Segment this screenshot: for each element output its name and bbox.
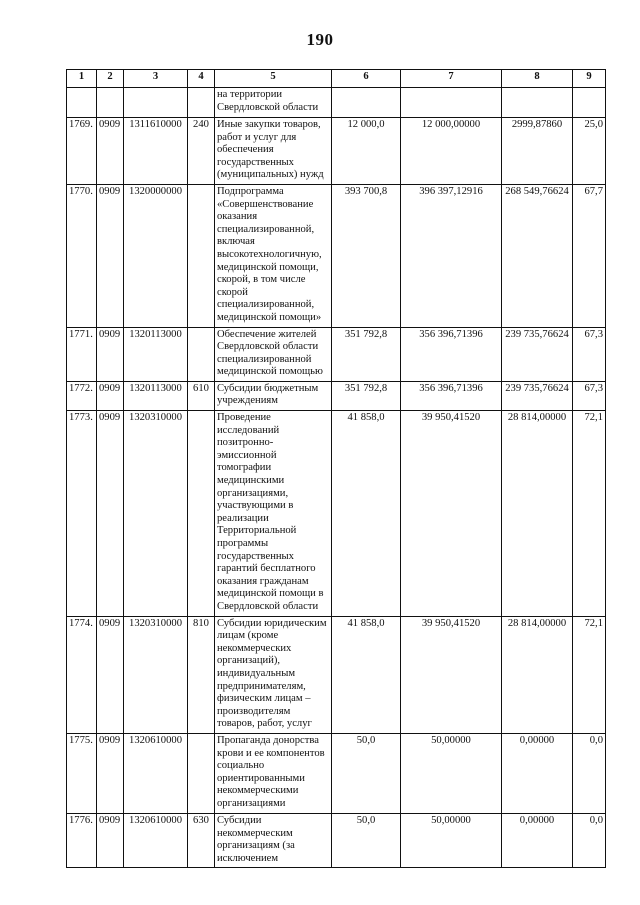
item-name: Подпрограмма «Совершенствование оказания специализированной, включая высокотехнологичную, медицинской помощи, скорой, в том числе скорой специализированной, медицинской помощи»	[215, 184, 332, 327]
planned-amount: 41 858,0	[332, 616, 401, 733]
budget-table	[66, 69, 606, 868]
item-name: Субсидии бюджетным учреждениям	[215, 381, 332, 410]
refined-amount: 12 000,00000	[401, 118, 502, 185]
refined-amount: 356 396,71396	[401, 381, 502, 410]
expense-type-code	[188, 184, 215, 327]
execution-percent: 72,1	[573, 616, 606, 733]
planned-amount: 50,0	[332, 733, 401, 813]
execution-percent: 67,7	[573, 184, 606, 327]
expense-type-code: 610	[188, 381, 215, 410]
item-name: Пропаганда донорства крови и ее компонентов социально ориентированными некоммерческими организациями	[215, 733, 332, 813]
target-article-code: 1320610000	[124, 813, 188, 867]
section-code	[97, 88, 124, 118]
expense-type-code	[188, 733, 215, 813]
target-article-code: 1320310000	[124, 616, 188, 733]
section-code: 0909	[97, 381, 124, 410]
item-name: Субсидии некоммерческим организациям (за исключением	[215, 813, 332, 867]
table-row	[67, 381, 606, 410]
refined-amount	[401, 88, 502, 118]
planned-amount: 393 700,8	[332, 184, 401, 327]
planned-amount: 41 858,0	[332, 411, 401, 617]
refined-amount: 39 950,41520	[401, 411, 502, 617]
item-name: Обеспечение жителей Свердловской области специализированной медицинской помощью	[215, 327, 332, 381]
expense-type-code	[188, 411, 215, 617]
planned-amount: 351 792,8	[332, 327, 401, 381]
section-code: 0909	[97, 118, 124, 185]
column-header: 6	[332, 70, 401, 88]
target-article-code: 1320610000	[124, 733, 188, 813]
row-number: 1770.	[67, 184, 97, 327]
section-code: 0909	[97, 616, 124, 733]
execution-percent: 67,3	[573, 327, 606, 381]
row-number: 1776.	[67, 813, 97, 867]
section-code: 0909	[97, 733, 124, 813]
executed-amount: 28 814,00000	[502, 411, 573, 617]
target-article-code: 1311610000	[124, 118, 188, 185]
execution-percent: 72,1	[573, 411, 606, 617]
planned-amount: 351 792,8	[332, 381, 401, 410]
target-article-code: 1320000000	[124, 184, 188, 327]
execution-percent: 0,0	[573, 813, 606, 867]
item-name: Проведение исследований позитронно-эмиссионной томографии медицинскими организациями, участвующими в реализации Территориальной программы государственных гарантий бесплатного оказания гражданам медицинской помощи в Свердловской области	[215, 411, 332, 617]
expense-type-code: 240	[188, 118, 215, 185]
executed-amount: 239 735,76624	[502, 327, 573, 381]
row-number: 1773.	[67, 411, 97, 617]
expense-type-code	[188, 88, 215, 118]
refined-amount: 396 397,12916	[401, 184, 502, 327]
table-row	[67, 411, 606, 617]
page-number: 190	[306, 30, 334, 49]
table-body	[67, 88, 606, 868]
column-header: 7	[401, 70, 502, 88]
item-name: Субсидии юридическим лицам (кроме некоммерческих организаций), индивидуальным предпринимателям, физическим лицам – производителям товаров, работ, услуг	[215, 616, 332, 733]
refined-amount: 50,00000	[401, 813, 502, 867]
table-row	[67, 327, 606, 381]
executed-amount: 0,00000	[502, 733, 573, 813]
table-row	[67, 184, 606, 327]
execution-percent: 25,0	[573, 118, 606, 185]
table-row	[67, 118, 606, 185]
column-header: 1	[67, 70, 97, 88]
table-row	[67, 813, 606, 867]
column-header: 5	[215, 70, 332, 88]
column-header: 9	[573, 70, 606, 88]
execution-percent: 0,0	[573, 733, 606, 813]
table-row	[67, 616, 606, 733]
column-header: 3	[124, 70, 188, 88]
item-name: на территории Свердловской области	[215, 88, 332, 118]
row-number: 1769.	[67, 118, 97, 185]
expense-type-code: 630	[188, 813, 215, 867]
target-article-code: 1320310000	[124, 411, 188, 617]
executed-amount: 28 814,00000	[502, 616, 573, 733]
executed-amount: 0,00000	[502, 813, 573, 867]
executed-amount: 239 735,76624	[502, 381, 573, 410]
refined-amount: 356 396,71396	[401, 327, 502, 381]
planned-amount	[332, 88, 401, 118]
executed-amount	[502, 88, 573, 118]
executed-amount: 268 549,76624	[502, 184, 573, 327]
planned-amount: 50,0	[332, 813, 401, 867]
execution-percent	[573, 88, 606, 118]
expense-type-code: 810	[188, 616, 215, 733]
refined-amount: 50,00000	[401, 733, 502, 813]
row-number: 1774.	[67, 616, 97, 733]
target-article-code	[124, 88, 188, 118]
executed-amount: 2999,87860	[502, 118, 573, 185]
table-row	[67, 88, 606, 118]
column-header: 4	[188, 70, 215, 88]
refined-amount: 39 950,41520	[401, 616, 502, 733]
table-row	[67, 733, 606, 813]
planned-amount: 12 000,0	[332, 118, 401, 185]
column-header: 8	[502, 70, 573, 88]
section-code: 0909	[97, 327, 124, 381]
column-header: 2	[97, 70, 124, 88]
row-number: 1771.	[67, 327, 97, 381]
target-article-code: 1320113000	[124, 381, 188, 410]
section-code: 0909	[97, 184, 124, 327]
row-number: 1772.	[67, 381, 97, 410]
section-code: 0909	[97, 411, 124, 617]
row-number	[67, 88, 97, 118]
item-name: Иные закупки товаров, работ и услуг для обеспечения государственных (муниципальных) нужд	[215, 118, 332, 185]
table-header-row	[67, 70, 606, 88]
section-code: 0909	[97, 813, 124, 867]
row-number: 1775.	[67, 733, 97, 813]
expense-type-code	[188, 327, 215, 381]
target-article-code: 1320113000	[124, 327, 188, 381]
execution-percent: 67,3	[573, 381, 606, 410]
